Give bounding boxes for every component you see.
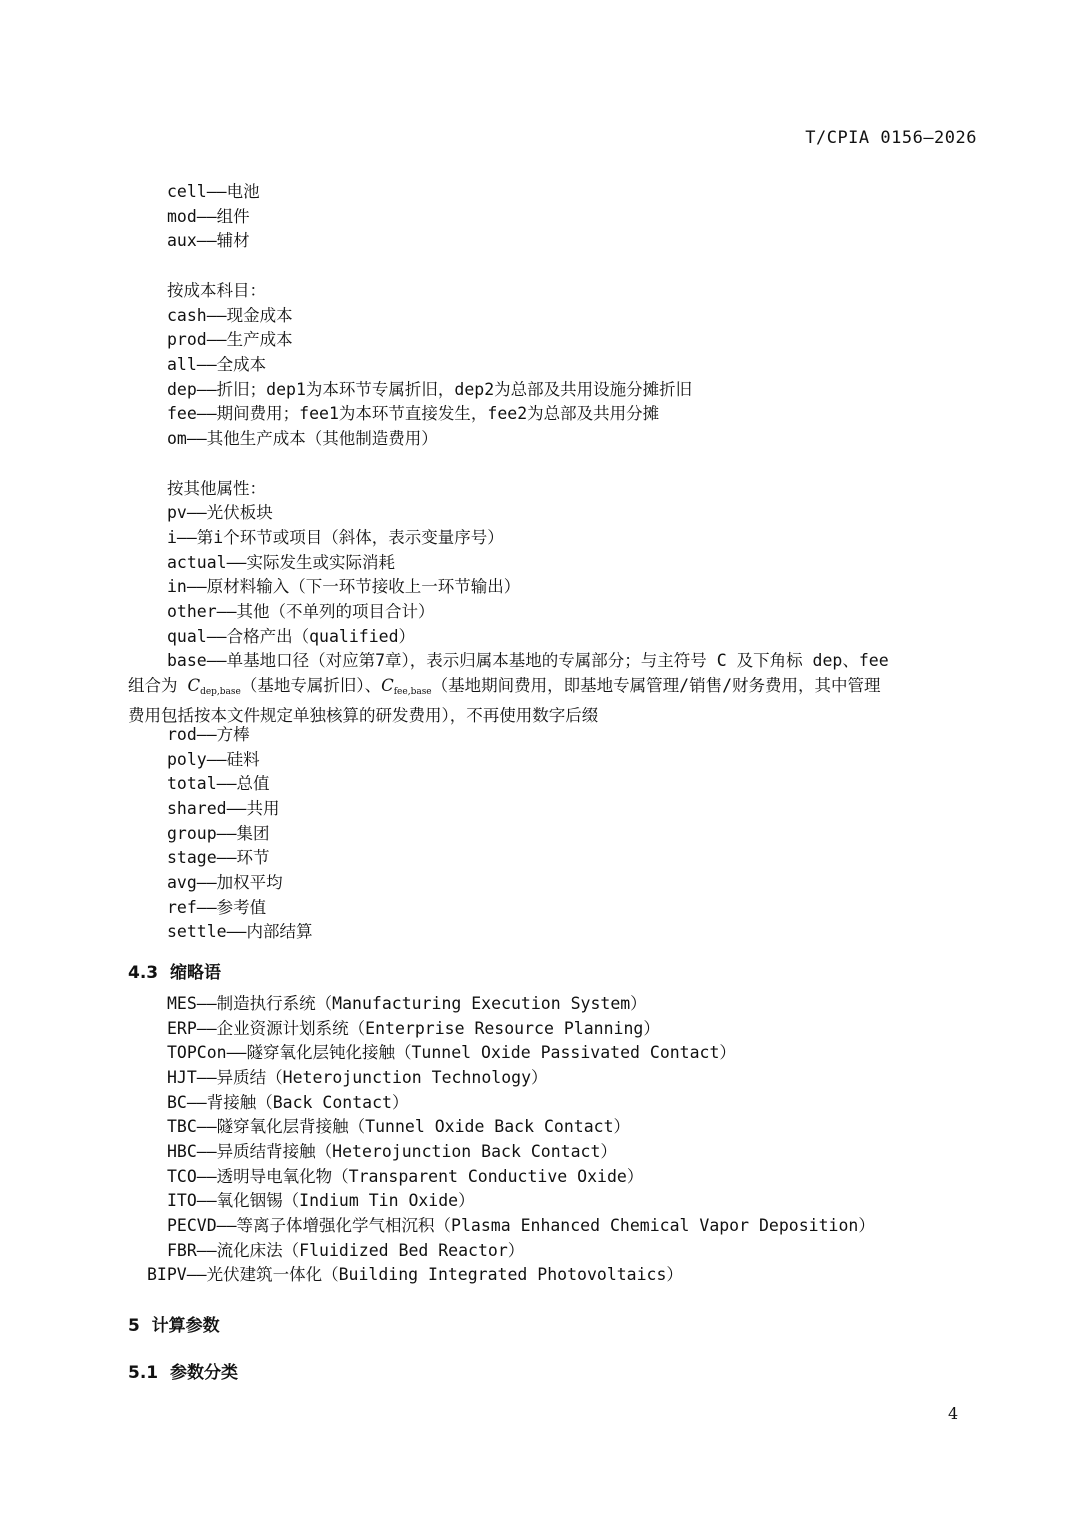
- list-item: all——全成本: [167, 355, 267, 374]
- page-number: 4: [948, 1404, 959, 1423]
- list-item: other——其他（不单列的项目合计）: [167, 602, 435, 621]
- list-item: total——总值: [167, 774, 270, 793]
- list-item: aux——辅材: [167, 231, 250, 250]
- base-line-2: [128, 674, 978, 705]
- base-line-2-prefix: 组合为: [128, 675, 188, 695]
- abbrev-item: BIPV——光伏建筑一体化（Building Integrated Photovoltaics）: [147, 1265, 683, 1284]
- symbol-main: C: [187, 675, 201, 695]
- list-item: rod——方棒: [167, 725, 250, 744]
- section-heading-4-3: 4.3 缩略语: [128, 963, 221, 983]
- list-item: ref——参考值: [167, 898, 267, 917]
- list-item: qual——合格产出（qualified）: [167, 627, 416, 646]
- list-item: i——第i个环节或项目（斜体，表示变量序号）: [167, 528, 504, 547]
- list-item: dep——折旧；dep1为本环节专属折旧，dep2为总部及共用设施分摊折旧: [167, 380, 693, 399]
- list-item: avg——加权平均: [167, 873, 283, 892]
- list-item: stage——环节: [167, 848, 270, 867]
- symbol-c-dep-base: [187, 676, 240, 695]
- list-item: cash——现金成本: [167, 306, 293, 325]
- document-id: T/CPIA 0156—2026: [805, 128, 977, 148]
- list-item: in——原材料输入（下一环节接收上一环节输出）: [167, 577, 521, 596]
- base-line-1: base——单基地口径（对应第7章），表示归属本基地的专属部分；与主符号 C 及下角标 dep、fee: [167, 651, 889, 670]
- abbrev-item: TCO——透明导电氧化物（Transparent Conductive Oxide）: [167, 1167, 644, 1186]
- symbol-subscript: fee,base: [393, 686, 432, 697]
- list-item: group——集团: [167, 824, 270, 843]
- section-heading-5: 5 计算参数: [128, 1316, 220, 1336]
- abbrev-item: HBC——异质结背接触（Heterojunction Back Contact）: [167, 1142, 617, 1161]
- list-item: fee——期间费用；fee1为本环节直接发生，fee2为总部及共用分摊: [167, 404, 660, 423]
- abbrev-item: TOPCon——隧穿氧化层钝化接触（Tunnel Oxide Passivated Contact）: [167, 1043, 736, 1062]
- section-heading-5-1: 5.1 参数分类: [128, 1363, 238, 1383]
- list-item: om——其他生产成本（其他制造费用）: [167, 429, 438, 448]
- base-line-2-suffix: （基地期间费用，即基地专属管理/销售/财务费用，其中管理: [431, 675, 881, 695]
- abbrev-item: PECVD——等离子体增强化学气相沉积（Plasma Enhanced Chemical Vapor Deposition）: [167, 1216, 875, 1235]
- base-line-2-mid: （基地专属折旧）、: [240, 675, 382, 695]
- list-item: settle——内部结算: [167, 922, 313, 941]
- base-line-3: 费用包括按本文件规定单独核算的研发费用），不再使用数字后缀: [128, 706, 599, 726]
- list-item: prod——生产成本: [167, 330, 293, 349]
- list-item: pv——光伏板块: [167, 503, 273, 522]
- group-heading: 按其他属性：: [167, 479, 266, 498]
- symbol-subscript: dep,base: [200, 686, 241, 697]
- abbrev-item: ERP——企业资源计划系统（Enterprise Resource Planning）: [167, 1019, 660, 1038]
- list-item: actual——实际发生或实际消耗: [167, 553, 395, 572]
- group-heading: 按成本科目：: [167, 281, 266, 300]
- list-item: cell——电池: [167, 182, 260, 201]
- list-item: shared——共用: [167, 799, 280, 818]
- abbrev-item: FBR——流化床法（Fluidized Bed Reactor）: [167, 1241, 525, 1260]
- list-item: mod——组件: [167, 207, 250, 226]
- symbol-main: C: [381, 675, 394, 695]
- abbrev-item: MES——制造执行系统（Manufacturing Execution System）: [167, 994, 647, 1013]
- abbrev-item: HJT——异质结（Heterojunction Technology）: [167, 1068, 548, 1087]
- abbrev-item: TBC——隧穿氧化层背接触（Tunnel Oxide Back Contact）: [167, 1117, 631, 1136]
- symbol-c-fee-base: [381, 676, 432, 695]
- list-item: poly——硅料: [167, 750, 260, 769]
- abbrev-item: BC——背接触（Back Contact）: [167, 1093, 409, 1112]
- base-paragraph: [128, 649, 978, 729]
- abbrev-item: ITO——氧化铟锡（Indium Tin Oxide）: [167, 1191, 475, 1210]
